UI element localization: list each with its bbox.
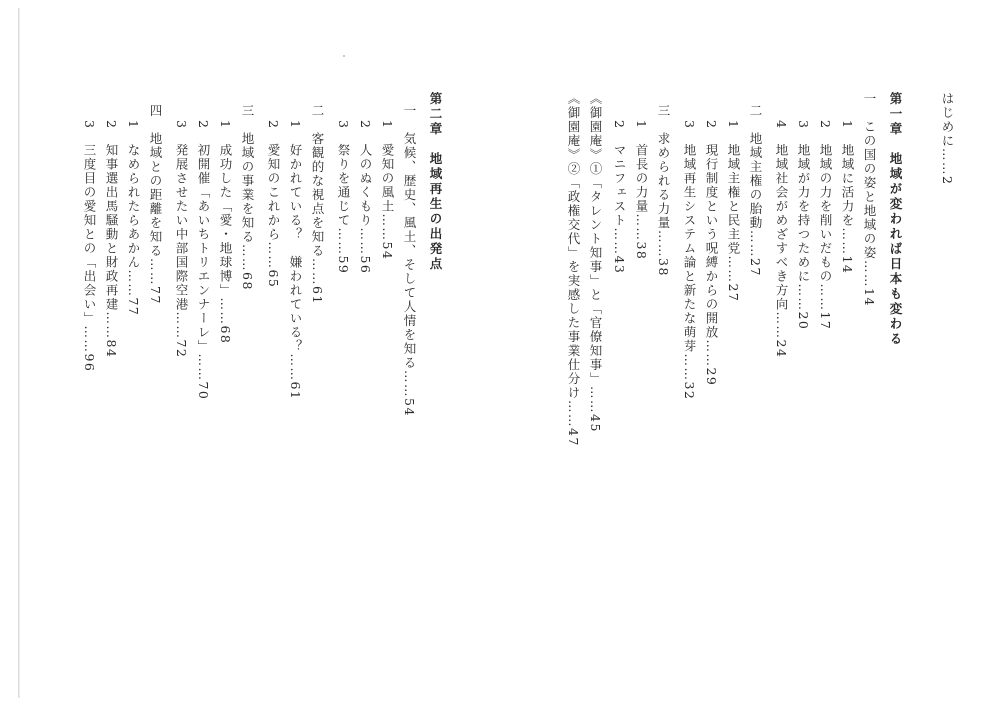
toc-entry: 2 マニフェスト……43 (612, 120, 627, 275)
chapter-1-heading: 第一章 地域が変われば日本も変わる (888, 92, 903, 347)
toc-entry: 《御園庵》①「タレント知事」と「官僚知事」……45 (588, 92, 603, 433)
toc-entry: 2 知事選出馬騒動と財政再建……84 (104, 120, 119, 359)
toc-entry: 一 気候、歴史、風土、そして人情を知る……54 (402, 104, 417, 417)
toc-entry: 三 地域の事業を知る……68 (240, 104, 255, 291)
toc-entry: 2 愛知のこれから……65 (266, 120, 281, 289)
toc-entry: 《御園庵》②「政権交代」を実感した事業仕分け……47 (566, 92, 581, 447)
toc-entry: 1 愛知の風土……54 (380, 120, 395, 261)
toc-entry: 1 地域主権と民主党……27 (726, 120, 741, 303)
toc-entry: 3 祭りを通じて……59 (336, 120, 351, 275)
toc-entry: 1 なめられたらあかん……77 (126, 120, 141, 317)
toc-entry: 2 初開催「あいちトリエンナーレ」……70 (196, 120, 211, 401)
scan-speck (343, 55, 345, 57)
toc-entry: 二 地域主権の胎動……27 (748, 104, 763, 277)
toc-intro: はじめに……2 (940, 92, 955, 186)
toc-entry: 3 地域が力を持つために……20 (796, 120, 811, 331)
toc-entry: 四 地域との距離を知る……77 (148, 104, 163, 305)
toc-entry: 二 客観的な視点を知る……61 (310, 104, 325, 305)
toc-entry: 三 求められる力量……38 (656, 104, 671, 277)
chapter-2-heading: 第二章 地域再生の出発点 (428, 92, 443, 272)
page-gutter (18, 8, 20, 698)
toc-entry: 2 現行制度という呪縛からの開放……29 (704, 120, 719, 387)
toc-entry: 一 この国の姿と地域の姿……14 (862, 92, 877, 307)
toc-entry: 3 地域再生システム論と新たな萌芽……32 (682, 120, 697, 401)
toc-entry: 3 三度目の愛知との「出会い」……96 (82, 120, 97, 373)
toc-entry: 1 成功した「愛・地球博」……68 (218, 120, 233, 345)
toc-entry: 1 好かれている？ 嫌われている？……61 (288, 120, 303, 401)
toc-entry: 4 地域社会がめざすべき方向……24 (774, 120, 789, 359)
toc-entry: 1 地域に活力を……14 (840, 120, 855, 275)
toc-entry: 2 地域の力を削いだもの……17 (818, 120, 833, 331)
toc-entry: 3 発展させたい中部国際空港……72 (174, 120, 189, 359)
toc-entry: 2 人のぬくもり……56 (358, 120, 373, 275)
toc-entry: 1 首長の力量……38 (634, 120, 649, 261)
